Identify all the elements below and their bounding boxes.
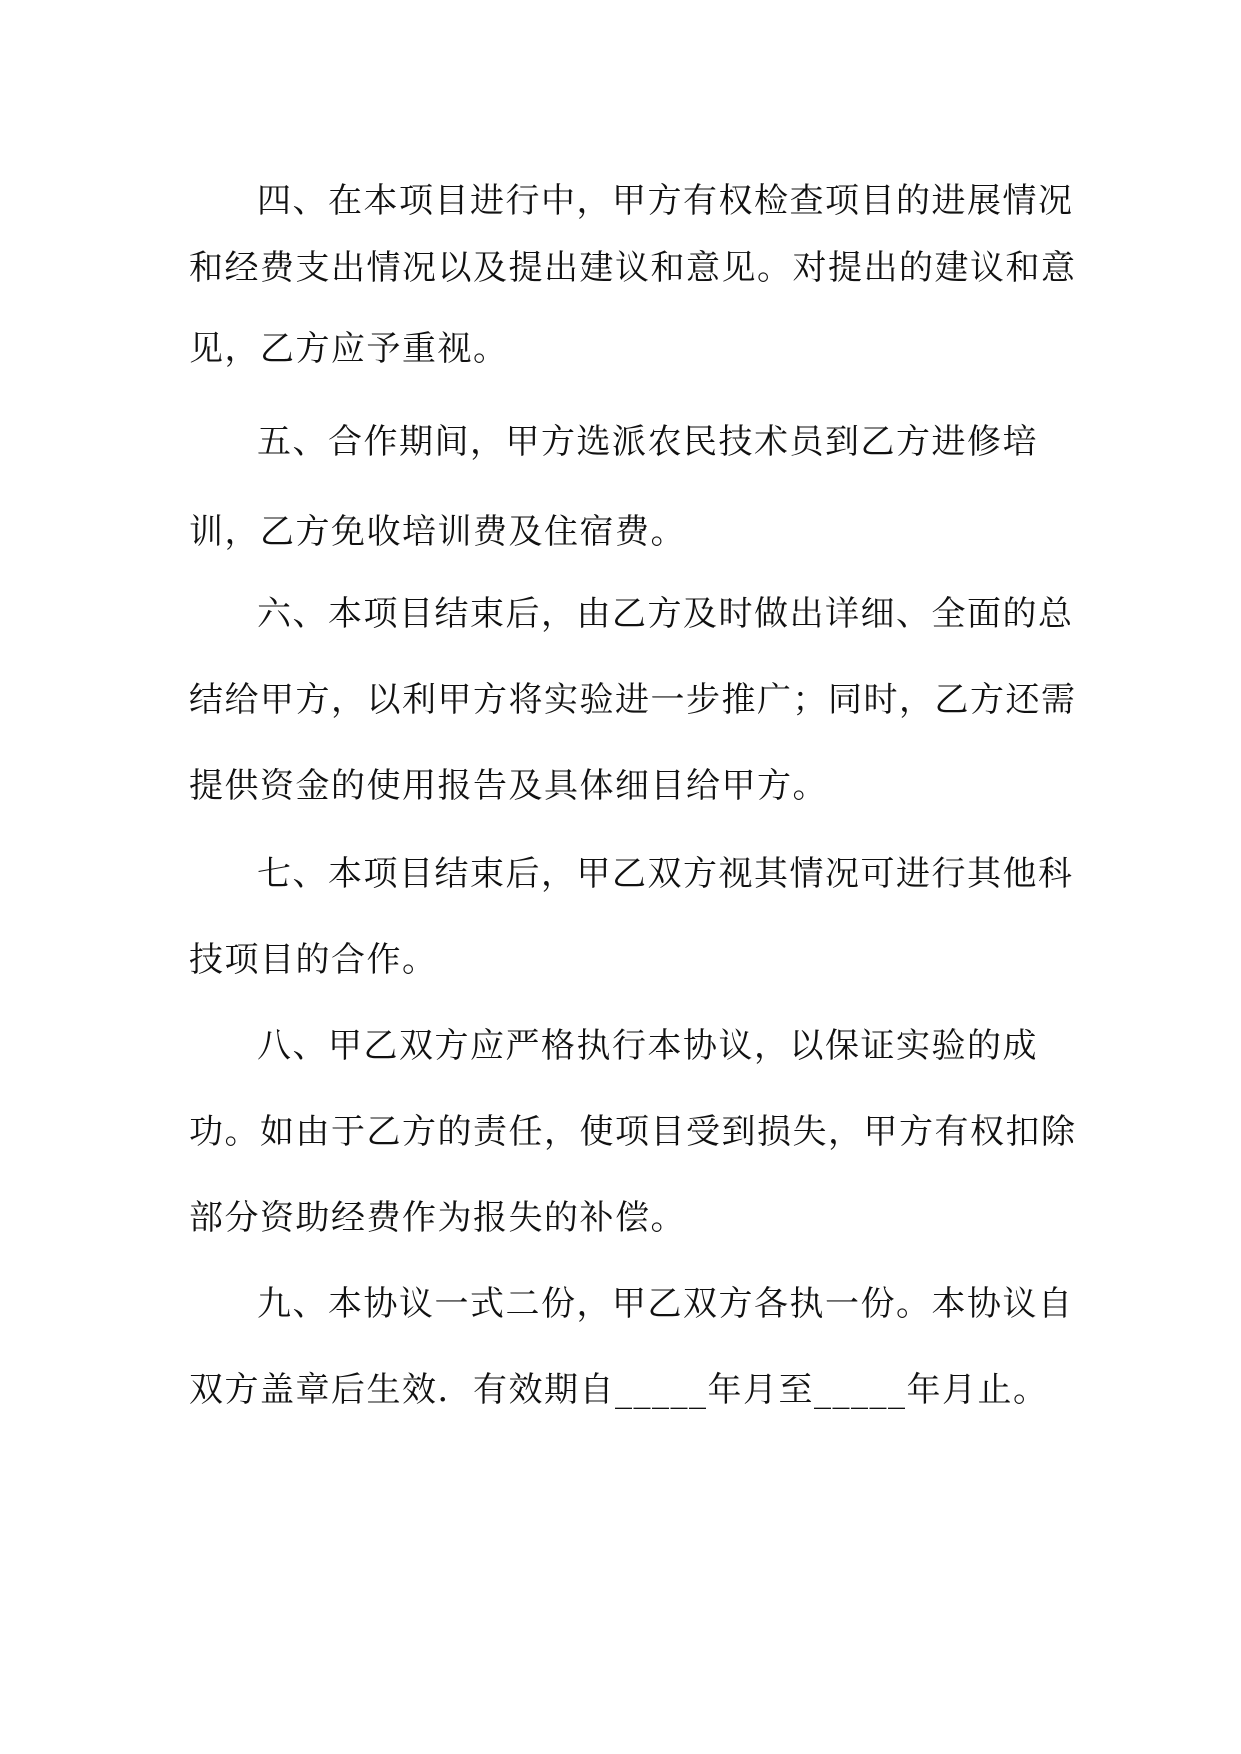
clause-9-line-2: 双方盖章后生效．有效期自_____年月至_____年月止。 xyxy=(189,1370,1049,1410)
clause-4-line-2: 和经费支出情况以及提出建议和意见。对提出的建议和意 xyxy=(189,248,1077,288)
clause-7-line-2: 技项目的合作。 xyxy=(189,940,438,980)
clause-6-line-2: 结给甲方，以利甲方将实验进一步推广；同时，乙方还需 xyxy=(189,680,1077,720)
clause-6-line-3: 提供资金的使用报告及具体细目给甲方。 xyxy=(189,766,828,806)
clause-9-line-1: 九、本协议一式二份，甲乙双方各执一份。本协议自 xyxy=(257,1284,1074,1324)
clause-6-line-1: 六、本项目结束后，由乙方及时做出详细、全面的总 xyxy=(257,594,1074,634)
clause-8-line-3: 部分资助经费作为报失的补偿。 xyxy=(189,1198,686,1238)
clause-4-line-3: 见，乙方应予重视。 xyxy=(189,329,509,369)
clause-5-line-1: 五、合作期间，甲方选派农民技术员到乙方进修培 xyxy=(257,422,1038,462)
clause-7-line-1: 七、本项目结束后，甲乙双方视其情况可进行其他科 xyxy=(257,854,1074,894)
clause-8-line-2: 功。如由于乙方的责任，使项目受到损失，甲方有权扣除 xyxy=(189,1112,1077,1152)
clause-5-line-2: 训，乙方免收培训费及住宿费。 xyxy=(189,512,686,552)
clause-8-line-1: 八、甲乙双方应严格执行本协议，以保证实验的成 xyxy=(257,1026,1038,1066)
clause-4-line-1: 四、在本项目进行中，甲方有权检查项目的进展情况 xyxy=(257,181,1074,221)
